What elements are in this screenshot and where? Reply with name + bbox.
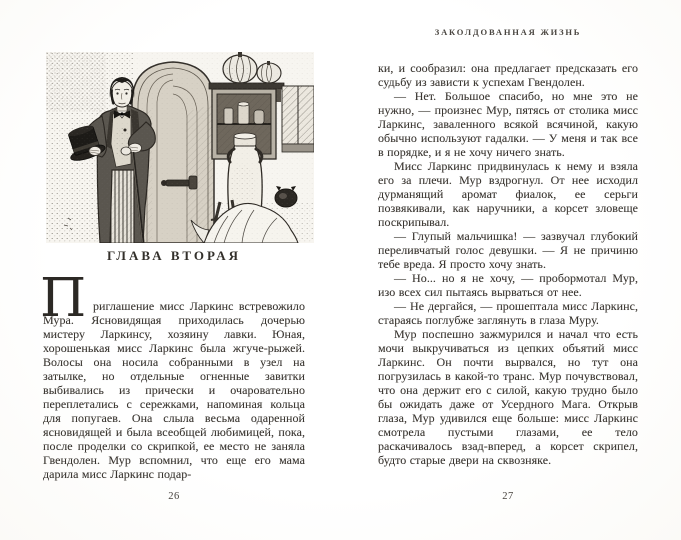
paragraph: — Нет. Большое спасибо, но мне это не нужно, — произнес Мур, пятясь от столика мисс Ларкинс, заваленного всякой всячиной, какую обычно используют гадалки. — У меня и так все в порядке, и я не хочу ничего знать. — [378, 89, 638, 159]
opening-paragraph — [40, 268, 305, 481]
chapter-heading: ГЛАВА ВТОРАЯ — [106, 248, 242, 263]
page-left — [0, 0, 340, 540]
running-head: ЗАКОЛДОВАННАЯ ЖИЗНЬ — [434, 27, 582, 37]
left-page-text — [40, 268, 305, 481]
page-number-left: 26 — [168, 491, 180, 502]
page-right — [340, 0, 681, 540]
page-number-right: 27 — [502, 491, 514, 502]
paragraph: Мур поспешно зажмурился и начал что есть мочи выкручиваться из цепких объятий мисс Ларкинс. Он почти вырвался, но тут она погрузилась в какой-то транс. Мур почувствовал, что она держит его с силой, какую трудно было бы ожидать даже от Усердного Мага. Открыв глаза, Мур удивился еще больше: мисс Ларкинс смотрела пустыми глазами, ее тело раскачивалось взад-вперед, а корсет скрипел, будто старые двери на сквозняке. — [378, 327, 638, 467]
engraving-scene — [46, 52, 314, 243]
drop-cap: П — [40, 268, 87, 329]
opening-paragraph-text: риглашение мисс Ларкинс встревожило Мура. Ясновидящая приходилась дочерью мистеру Ларкинсу, хозяину лавки. Юная, хорошенькая мисс Ларкинс была жгуче-рыжей. Волосы она носила собранными в узел на затылке, но отдельные огненные завитки выбивались из прически и очаровательно переплетались с сережками, напоминая кольца для попугаев. Она слыла весьма одаренной ясновидящей и была всеобщей любимицей, пока, после проделки со скрипкой, ее место не заняла Гвендолен. Мур вспомнил, что еще его мама дарила мисс Ларкинс подар- — [43, 299, 305, 481]
right-page-text — [378, 61, 638, 467]
paragraph: — Глупый мальчишка! — зазвучал глубокий переливчатый голос девушки. — Я не причиню тебе вреда. Я просто хочу знать. — [378, 229, 638, 271]
chapter-illustration — [46, 52, 314, 243]
paragraph: Мисс Ларкинс придвинулась к нему и взяла его за плечи. Мур вздрогнул. От нее исходил дурманящий аромат фиалок, ее серьги позвякивали, как наручники, а корсет зловеще поскрипывал. — [378, 159, 638, 229]
paragraph: — Не дергайся, — прошептала мисс Ларкинс, стараясь поглубже заглянуть в глаза Муру. — [378, 299, 638, 327]
paragraph: — Но... но я не хочу, — пробормотал Мур, изо всех сил пытаясь вырваться от нее. — [378, 271, 638, 299]
paragraph: ки, и сообразил: она предлагает предсказать его судьбу из зависти к успехам Гвендолен. — [378, 61, 638, 89]
